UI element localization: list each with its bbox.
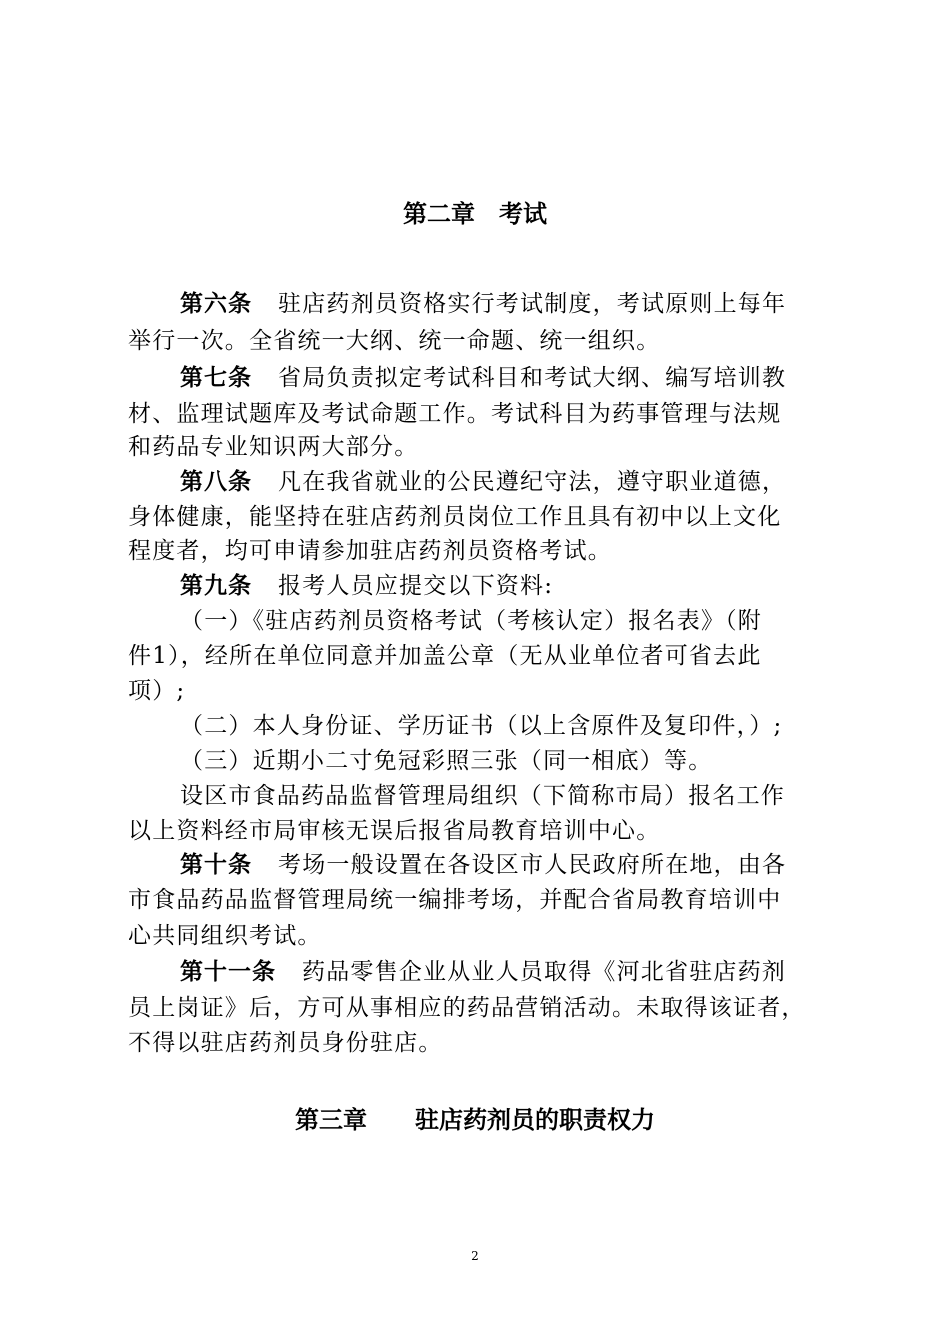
article-8-label: 第八条 <box>180 469 252 495</box>
article-7-text-1: 省局负责拟定考试科目和考试大纲、编写培训教 <box>278 365 787 391</box>
article-9-item-3: （三）近期小二寸免冠彩照三张（同一相底）等。 <box>180 748 713 774</box>
article-10-line-1 <box>180 849 840 881</box>
article-6-line-2: 举行一次。全省统一大纲、统一命题、统一组织。 <box>128 328 661 354</box>
article-11-text-1: 药品零售企业从业人员取得《河北省驻店药剂 <box>302 959 786 985</box>
article-9-note-line-1: 设区市食品药品监督管理局组织（下简称市局）报名工作 <box>180 783 785 809</box>
article-10-text-1: 考场一般设置在各设区市人民政府所在地，由各 <box>278 852 787 878</box>
article-8-line-1 <box>180 466 840 498</box>
article-9-item-1-line-3: 项）; <box>128 678 186 704</box>
article-11-line-2: 员上岗证》后，方可从事相应的药品营销活动。未取得该证者， <box>128 995 806 1021</box>
article-7-line-1 <box>180 362 840 394</box>
article-11-line-3: 不得以驻店药剂员身份驻店。 <box>128 1030 443 1056</box>
article-6-text-1: 驻店药剂员资格实行考试制度，考试原则上每年 <box>278 291 787 317</box>
article-11-line-1 <box>180 956 840 988</box>
article-8-line-2: 身体健康，能坚持在驻店药剂员岗位工作且具有初中以上文化 <box>128 504 782 530</box>
article-9-label: 第九条 <box>180 573 252 599</box>
article-9-item-1-line-2: 件1），经所在单位同意并加盖公章（无从业单位者可省去此 <box>128 643 762 669</box>
article-10-line-2: 市食品药品监督管理局统一编排考场，并配合省局教育培训中 <box>128 887 782 913</box>
article-7-line-3: 和药品专业知识两大部分。 <box>128 434 419 460</box>
chapter-2-heading: 第二章 考试 <box>403 200 547 228</box>
page-number: 2 <box>471 1249 479 1263</box>
article-9-line-1 <box>180 570 840 602</box>
article-11-label: 第十一条 <box>180 959 276 985</box>
article-8-line-3: 程度者，均可申请参加驻店药剂员资格考试。 <box>128 538 612 564</box>
article-8-text-1: 凡在我省就业的公民遵纪守法，遵守职业道德， <box>278 469 787 495</box>
article-6-label: 第六条 <box>180 291 252 317</box>
article-7-label: 第七条 <box>180 365 252 391</box>
article-10-line-3: 心共同组织考试。 <box>128 923 322 949</box>
article-9-item-1-line-1: （一）《驻店药剂员资格考试（考核认定）报名表》（附 <box>180 608 762 634</box>
article-10-label: 第十条 <box>180 852 252 878</box>
article-9-item-2: （二）本人身份证、学历证书（以上含原件及复印件，）; <box>180 713 783 739</box>
article-7-line-2: 材、监理试题库及考试命题工作。考试科目为药事管理与法规 <box>128 401 782 427</box>
article-6-line-1 <box>180 288 840 320</box>
chapter-3-heading: 第三章 驻店药剂员的职责权力 <box>295 1106 655 1134</box>
article-9-text-1: 报考人员应提交以下资料: <box>278 573 554 599</box>
article-9-note-line-2: 以上资料经市局审核无误后报省局教育培训中心。 <box>128 818 661 844</box>
